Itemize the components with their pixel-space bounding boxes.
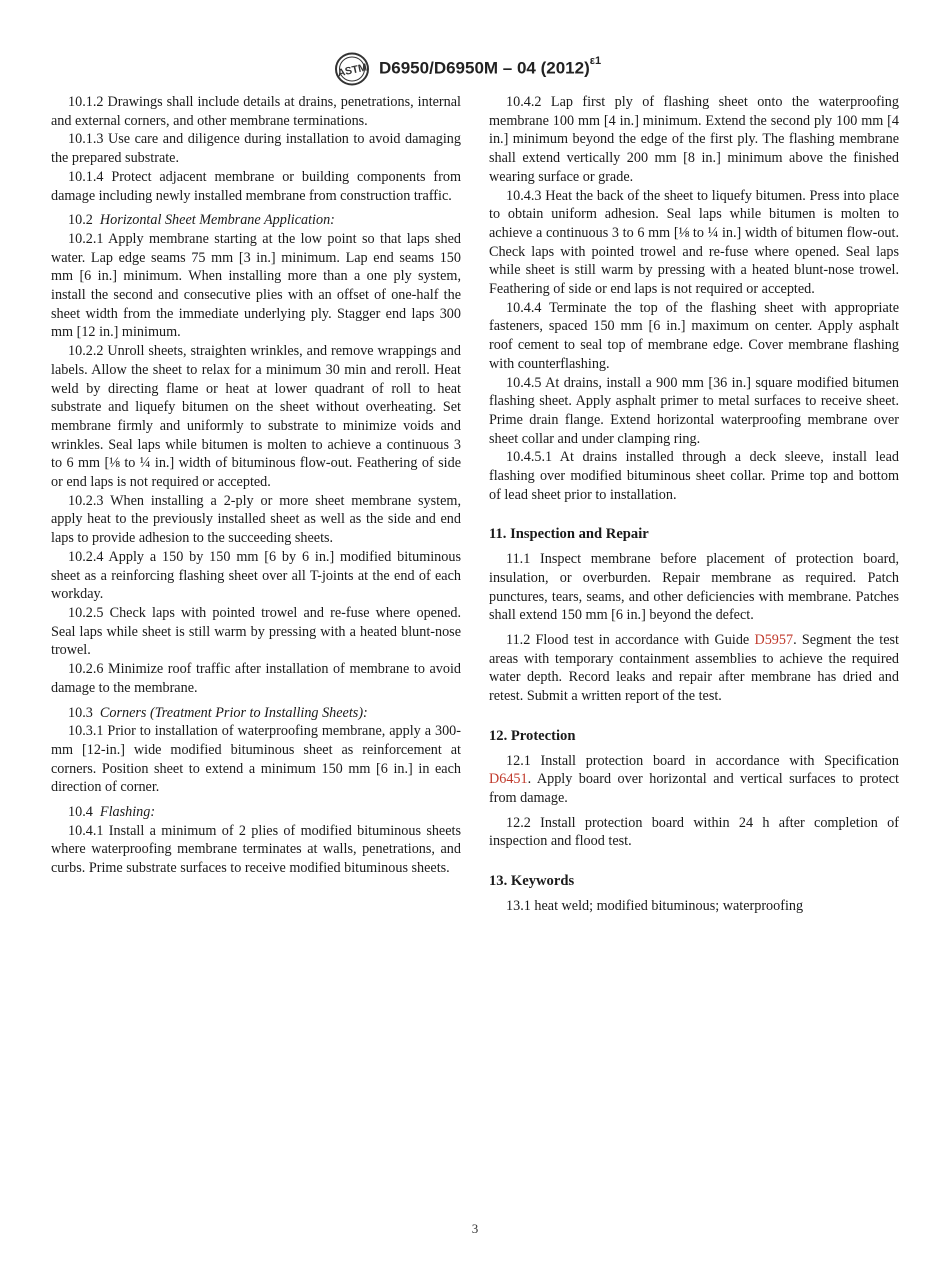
designation-text: D6950/D6950M – 04 (2012) (379, 58, 590, 78)
para-10-4-5-1: 10.4.5.1 At drains installed through a deck sleeve, install lead flashing over modified bituminous sheet collar. Prime top and bottom of lead sheet prior to installation. (489, 449, 899, 503)
para-10-1-2: 10.1.2 Drawings shall include details at drains, penetrations, internal and external corners, and other membrane terminations. (51, 94, 461, 129)
para-12-1: 12.1 Install protection board in accordance with Specification D6451. Apply board over horizontal and vertical surfaces to protect from damage. (489, 752, 899, 806)
para-10-4-2: 10.4.2 Lap first ply of flashing sheet onto the waterproofing membrane 100 mm [4 in.] minimum. Extend the second ply 100 mm [4 in.] minimum beyond the edge of the first ply. The flashing membrane shall extend vertically 200 mm [8 in.] minimum above the finished wearing surface or grade. (489, 94, 899, 185)
para-13-1: 13.1 heat weld; modified bituminous; waterproofing (506, 897, 804, 914)
subhead-10-3: 10.3 Corners (Treatment Prior to Installing Sheets): (68, 704, 368, 721)
right-column (489, 93, 899, 915)
para-10-2-5: 10.2.5 Check laps with pointed trowel and re-fuse where opened. Seal laps while sheet is still warm by pressing with a heated blunt-nose trowel. (51, 604, 461, 659)
heading-inspection-repair: 11. Inspection and Repair (489, 526, 649, 543)
astm-logo-text: ASTM (336, 61, 369, 80)
para-10-1-3: 10.1.3 Use care and diligence during installation to avoid damaging the prepared substrate. (51, 131, 461, 167)
subhead-10-4: 10.4 Flashing: (68, 804, 156, 821)
subhead-10-3-title: Corners (Treatment Prior to Installing Sheets): (99, 704, 368, 721)
para-11-2: 11.2 Flood test in accordance with Guide D5957. Segment the test areas with temporary containment assemblies to achieve the required water depth. Record leaks and repair after membrane has dried and retest. Submit a written report of the test. (489, 631, 899, 705)
heading-protection: 12. Protection (489, 727, 576, 744)
para-10-2-4: 10.2.4 Apply a 150 by 150 mm [6 by 6 in.] modified bituminous sheet as a reinforcing flashing sheet over all T-joints at the end of each workday. (51, 548, 461, 603)
subhead-10-4-title: Flashing: (99, 804, 156, 821)
para-10-2-2: 10.2.2 Unroll sheets, straighten wrinkles, and remove wrappings and labels. Allow the sheet to relax for a minimum 30 min and reroll. Heat weld by directing flame or heat at lower quadrant of roll to heat substrate and liquefy bitumen on the sheet without overheating. Set membrane firmly and uniformly to substrate to minimize voids and wrinkles. Seal laps while bitumen is molten to achieve a continuous 3 to 6 mm [⅛ to ¼ in.] width of bituminous flow-out. Feathering of side or end laps is not required or accepted. (51, 343, 461, 491)
epsilon-superscript: ε1 (589, 55, 602, 67)
left-column (51, 93, 461, 878)
para-10-4-3: 10.4.3 Heat the back of the sheet to liquefy bitumen. Press into place to obtain uniform adhesion. Seal laps while bitumen is molten to achieve a continuous 3 to 6 mm [⅛ to ¼ in.] width of bitumen flow-out. Check laps with pointed trowel and re-fuse where opened. Seal laps while sheet is still warm by pressing with a heated blunt-nose trowel. Feathering of side or end laps is not required or accepted. (489, 187, 899, 298)
page-number: 3 (471, 1221, 479, 1236)
subhead-10-2: 10.2 Horizontal Sheet Membrane Application: (68, 212, 335, 229)
subhead-10-2-title: Horizontal Sheet Membrane Application: (99, 212, 335, 229)
para-10-3-1: 10.3.1 Prior to installation of waterproofing membrane, apply a 300-mm [12-in.] wide modified bituminous sheet as reinforcement at corners. Position sheet to extend a minimum 150 mm [6 in.] in each direction of corner. (51, 723, 461, 796)
para-10-2-1: 10.2.1 Apply membrane starting at the low point so that laps shed water. Lap edge seams 75 mm [3 in.] minimum. Lap end seams 150 mm [6 in.] minimum. When installing more than a one ply system, install the second and consecutive plies with an offset of one-half the sheet width from the immediate underlying ply. Stagger end laps 300 mm [12 in.] minimum. (51, 230, 461, 341)
para-10-4-1: 10.4.1 Install a minimum of 2 plies of modified bituminous sheets where waterproofing membrane terminates at walls, penetrations, and curbs. Prime substrate surfaces to receive modified bituminous sheets. (51, 822, 461, 877)
para-10-4-5: 10.4.5 At drains, install a 900 mm [36 in.] square modified bitumen flashing sheet. Apply asphalt primer to metal surfaces to receive sheet. Prime drain flange. Extend horizontal waterproofing membrane over sheet collar and under clamping ring. (489, 374, 899, 447)
ref-d6451-link[interactable]: D6451 (489, 771, 528, 788)
ref-d5957-link[interactable]: D5957 (754, 631, 794, 648)
page-header (0, 52, 950, 88)
para-10-1-4: 10.1.4 Protect adjacent membrane or building components from damage including newly installed membrane from construction traffic. (51, 168, 461, 204)
astm-logo (334, 52, 370, 86)
para-10-4-4: 10.4.4 Terminate the top of the flashing sheet with appropriate fasteners, spaced 150 mm [6 in.] maximum on center. Apply asphalt roof cement to seal top of membrane edge. Cover membrane flashing with counterflashing. (489, 299, 899, 372)
standard-designation (379, 55, 602, 79)
para-11-1: 11.1 Inspect membrane before placement of protection board, insulation, or overburden. Repair membrane as required. Patch punctures, tears, seams, and other deficiencies with membrane. Patches shall extend 150 mm [6 in.] beyond the defect. (489, 551, 899, 624)
heading-keywords: 13. Keywords (489, 873, 575, 890)
para-10-2-6: 10.2.6 Minimize roof traffic after installation of membrane to avoid damage to the membrane. (51, 661, 461, 696)
para-12-2: 12.2 Install protection board within 24 h after completion of inspection and flood test. (489, 814, 899, 850)
para-10-2-3: 10.2.3 When installing a 2-ply or more sheet membrane system, apply heat to the previously installed sheet as well as the side and end laps to provide adhesion to the succeeding sheets. (51, 492, 461, 547)
